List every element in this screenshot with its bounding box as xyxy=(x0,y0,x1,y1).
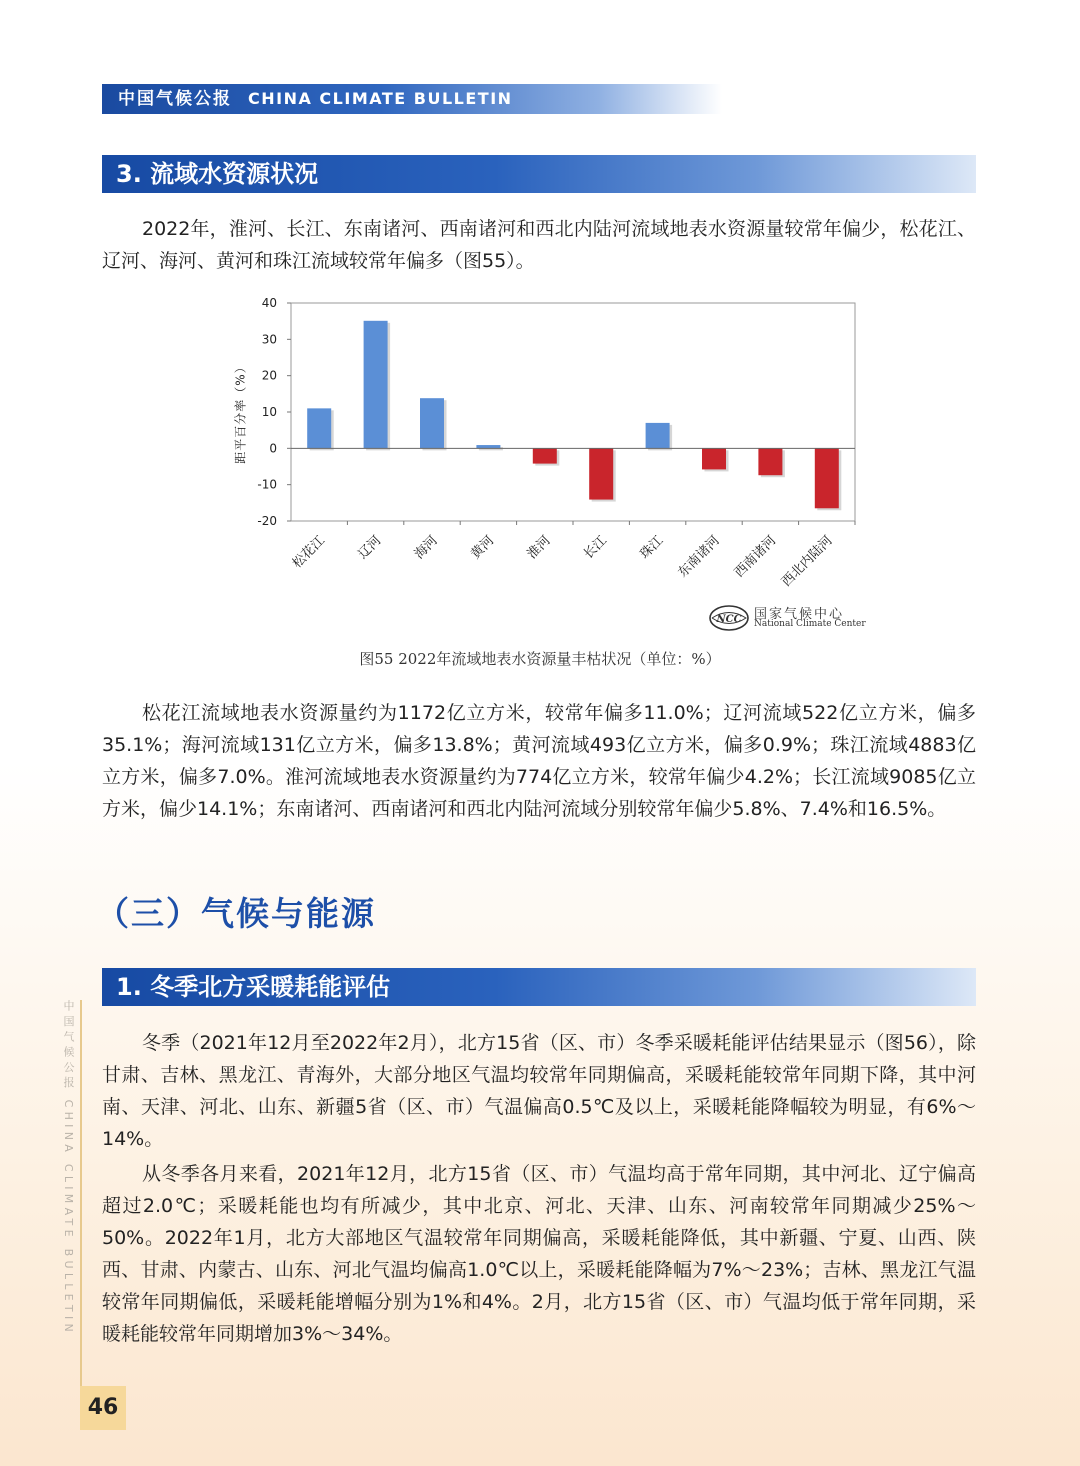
water-detail-paragraph: 松花江流域地表水资源量约为1172亿立方米，较常年偏多11.0%；辽河流域522亿立方米，偏多35.1%；海河流域131亿立方米，偏多13.8%；黄河流域493亿立方米，偏多0.9%；珠江流域4883亿立方米，偏多7.0%。淮河流域地表水资源量约为774亿立方米，较常年偏少4.2%；长江流域9085亿立方米，偏少14.1%；东南诸河、西南诸河和西北内陆河流域分别较常年偏少5.8%、7.4%和16.5%。 xyxy=(102,702,976,820)
x-category-label: 淮河 xyxy=(524,533,554,563)
bar-西南诸河 xyxy=(758,448,782,475)
y-tick-label: 40 xyxy=(261,296,277,310)
y-tick-label: 10 xyxy=(261,405,277,419)
svg-text:NCC: NCC xyxy=(716,614,742,625)
side-rule xyxy=(80,1000,82,1400)
ncc-emblem-icon xyxy=(708,603,750,633)
y-tick-label: -20 xyxy=(257,514,277,528)
chart-svg xyxy=(220,290,870,635)
header-title-cn: 中国气候公报 xyxy=(118,89,232,109)
y-tick-label: 30 xyxy=(261,332,277,347)
logo-name-cn: 国家气候中心 xyxy=(754,607,845,622)
ncc-logo xyxy=(708,603,866,633)
x-category-label: 珠江 xyxy=(637,533,667,563)
basin-water-chart xyxy=(220,290,870,635)
x-category-label: 松花江 xyxy=(289,533,329,572)
figure-caption: 图55 2022年流域地表水资源量丰枯状况（单位：%） xyxy=(359,650,721,668)
header-title-en: CHINA CLIMATE BULLETIN xyxy=(248,89,513,108)
bar-松花江 xyxy=(307,408,331,448)
x-category-label: 黄河 xyxy=(468,533,498,563)
water-intro-paragraph: 2022年，淮河、长江、东南诸河、西南诸河和西北内陆河流域地表水资源量较常年偏少，松花江、辽河、海河、黄河和珠江流域较常年偏多（图55）。 xyxy=(102,218,976,272)
y-tick-label: 0 xyxy=(269,441,277,456)
x-category-label: 海河 xyxy=(411,533,441,563)
bar-西北内陆河 xyxy=(815,448,839,508)
x-category-label: 西南诸河 xyxy=(731,533,780,581)
bar-辽河 xyxy=(364,321,388,449)
heating-paragraph-2: 从冬季各月来看，2021年12月，北方15省（区、市）气温均高于常年同期，其中河北、辽宁偏高超过2.0℃；采暖耗能也均有所减少，其中北京、河北、天津、山东、河南较常年同期减少25%～50%。2022年1月，北方大部地区气温较常年同期偏高，采暖耗能降低，其中新疆、宁夏、山西、陕西、甘肃、内蒙古、山东、河北气温均偏高1.0℃以上，采暖耗能降幅为7%～23%；吉林、黑龙江气温较常年同期偏低，采暖耗能增幅分别为1%和4%。2月，北方15省（区、市）气温均低于常年同期，采暖耗能较常年同期增加3%～34%。 xyxy=(102,1163,976,1345)
bulletin-header xyxy=(102,84,722,114)
x-category-label: 东南诸河 xyxy=(675,533,723,581)
bar-海河 xyxy=(420,398,444,448)
x-category-label: 长江 xyxy=(581,533,611,563)
section-title-heating: 1. 冬季北方采暖耗能评估 xyxy=(102,968,976,1006)
y-tick-label: -10 xyxy=(257,477,277,492)
chapter-title: （三）气候与能源 xyxy=(96,894,376,933)
y-tick-label: 20 xyxy=(261,368,277,383)
section-title-water-resources: 3. 流域水资源状况 xyxy=(102,155,976,193)
bar-东南诸河 xyxy=(702,448,726,469)
bar-珠江 xyxy=(646,423,670,448)
chart-y-axis-title: 距平百分率（%） xyxy=(233,360,248,464)
logo-name-en: National Climate Center xyxy=(754,619,866,629)
page-number: 46 xyxy=(80,1386,126,1430)
bar-长江 xyxy=(589,448,613,499)
heating-paragraph-1: 冬季（2021年12月至2022年2月），北方15省（区、市）冬季采暖耗能评估结果显示（图56），除甘肃、吉林、黑龙江、青海外，大部分地区气温均较常年同期偏高，采暖耗能较常年同期下降，其中河南、天津、河北、山东、新疆5省（区、市）气温偏高0.5℃及以上，采暖耗能降幅较为明显，有6%～14%。 xyxy=(102,1032,976,1150)
bar-淮河 xyxy=(533,448,557,463)
x-category-label: 西北内陆河 xyxy=(779,533,836,590)
side-running-title: 中国气候公报 CHINA CLIMATE BULLETIN xyxy=(62,1000,75,1337)
x-category-label: 辽河 xyxy=(355,533,385,563)
